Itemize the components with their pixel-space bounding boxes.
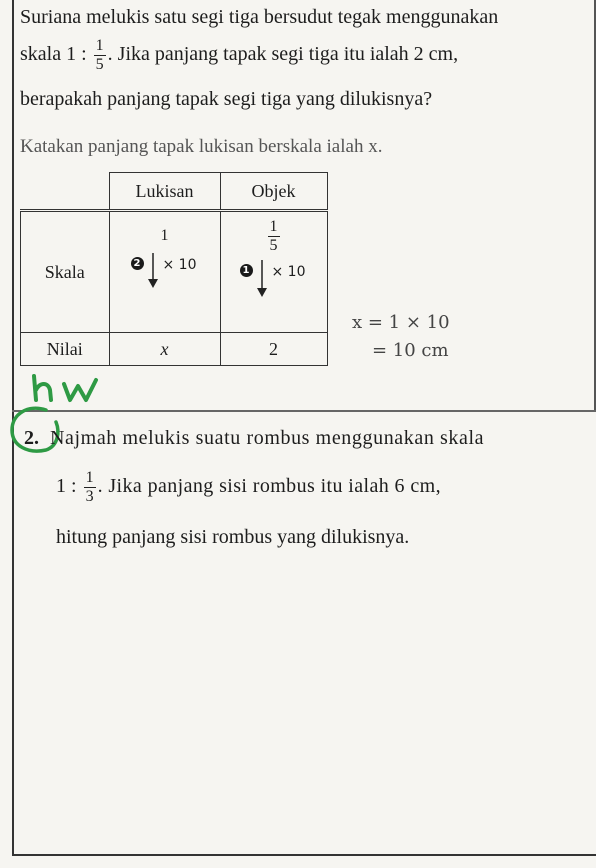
problem2-line2	[56, 470, 441, 505]
fraction-denominator: 5	[95, 56, 104, 73]
problem2-line2-pre: 1 :	[56, 475, 77, 498]
row-label-nilai: Nilai	[21, 333, 110, 366]
problem1-line1: Suriana melukis satu segi tiga bersudut tegak menggunakan	[20, 6, 499, 28]
fraction-numerator: 1	[95, 37, 104, 54]
problem1-line2-pre: skala 1 :	[20, 43, 87, 66]
cell-skala-lukisan	[109, 211, 220, 333]
table-corner	[21, 173, 110, 211]
times-10-label-b: × 10	[271, 264, 306, 280]
down-arrow-icon	[147, 251, 159, 289]
skala-lukisan-value: 1	[160, 227, 169, 244]
step2-arrow-group	[111, 245, 219, 305]
step1-arrow-group	[222, 254, 326, 310]
problem1-line2	[20, 38, 458, 73]
problem1-line3: berapakah panjang tapak segi tiga yang dilukisnya?	[20, 88, 433, 110]
scale-fraction-1-3	[84, 470, 96, 505]
fraction-denominator: 5	[269, 237, 278, 254]
row-label-skala: Skala	[21, 211, 110, 333]
fraction-numerator: 1	[269, 218, 278, 235]
header-lukisan: Lukisan	[109, 173, 220, 211]
page-border-right	[594, 0, 596, 410]
cell-nilai-lukisan: x	[109, 333, 220, 366]
section-divider	[12, 410, 596, 412]
fraction-denominator: 3	[85, 488, 94, 505]
cell-nilai-objek: 2	[220, 333, 327, 366]
down-arrow-icon	[256, 258, 268, 298]
problem2-line3: hitung panjang sisi rombus yang dilukisnya.	[56, 526, 410, 548]
working-line-2: = 10 cm	[372, 340, 449, 361]
fraction-1-5	[268, 219, 280, 254]
problem2-line1	[24, 427, 484, 450]
header-objek: Objek	[220, 173, 327, 211]
problem2-line1-text: Najmah melukis suatu rombus menggunakan skala	[50, 427, 485, 449]
scale-table	[20, 172, 328, 366]
working-line-1: x = 1 × 10	[352, 312, 450, 333]
times-10-label-a: × 10	[162, 257, 197, 273]
problem2-line2-post: . Jika panjang sisi rombus itu ialah 6 cm,	[97, 475, 441, 498]
step-1-marker: 1	[240, 264, 253, 277]
handwritten-hw-mark	[30, 370, 110, 404]
step-2-marker: 2	[131, 257, 144, 270]
page-border-bottom	[12, 854, 596, 856]
cell-skala-objek	[220, 211, 327, 333]
problem1-line2-post: . Jika panjang tapak segi tiga itu ialah 2 cm,	[107, 43, 459, 66]
scale-fraction-1-5	[94, 38, 106, 73]
fraction-numerator: 1	[85, 469, 94, 486]
solution-intro: Katakan panjang tapak lukisan berskala ialah x.	[20, 136, 383, 157]
problem2-number: 2.	[24, 427, 39, 449]
skala-objek-fraction	[222, 219, 326, 254]
